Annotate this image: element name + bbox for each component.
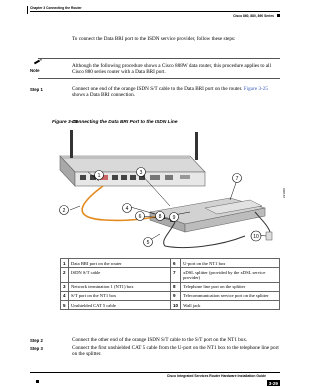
svg-text:8: 8 <box>158 213 162 220</box>
figure-number: Figure 3-25 <box>52 120 78 125</box>
legend-desc: Telephone line port on the splitter <box>181 282 280 291</box>
svg-text:10: 10 <box>253 233 259 240</box>
legend-num: 6 <box>171 259 181 268</box>
legend-desc: Telecommunication service port on the splitter <box>181 291 280 300</box>
figure-caption: Connecting the Data BRI Port to the ISDN Line <box>72 120 178 125</box>
bri-connection-diagram <box>0 128 300 250</box>
legend-desc: ISDN S/T cable <box>69 268 171 282</box>
callout-4 <box>123 204 132 213</box>
legend-num: 5 <box>61 301 69 310</box>
legend-desc: xDSL splitter (provided by the xDSL service provider) <box>181 268 280 282</box>
legend-num: 8 <box>171 282 181 291</box>
step1-text-before: Connect one end of the orange ISDN S/T cable to the Data BRI port on the router. <box>72 86 244 92</box>
legend-num: 9 <box>171 291 181 300</box>
header-mark <box>277 14 280 17</box>
callout-3 <box>137 168 146 177</box>
step3-text: Connect the first unshielded CAT 5 cable from the U-port on the NT1 box to the telephone line port on the splitter. <box>72 345 279 358</box>
footer-rule <box>30 372 280 373</box>
note-pencil-icon <box>33 59 43 67</box>
page-number: 3-29 <box>268 380 278 386</box>
svg-text:1: 1 <box>97 172 101 179</box>
step1-label: Step 1 <box>30 87 43 92</box>
svg-text:7: 7 <box>235 175 239 182</box>
step1-text-after: shows a Data BRI connection. <box>72 92 135 99</box>
guide-title: Cisco Integrated Services Router Hardware Installation Guide <box>166 374 266 378</box>
legend-desc: Network termination 1 (NT1) box <box>69 282 171 291</box>
callout-10 <box>251 231 261 241</box>
legend-num: 2 <box>61 268 69 282</box>
step2-label: Step 2 <box>30 338 43 343</box>
svg-text:3: 3 <box>139 169 143 176</box>
legend-num: 3 <box>61 282 69 291</box>
table-row <box>61 259 280 268</box>
callout-legend-table <box>60 258 280 310</box>
legend-num: 10 <box>171 301 181 310</box>
figure-id: 231960 <box>282 187 286 198</box>
callout-7 <box>233 174 242 183</box>
legend-desc: Data BRI port on the router <box>69 259 171 268</box>
wall-jack-illustration <box>266 232 272 240</box>
legend-num: 1 <box>61 259 69 268</box>
router-illustration <box>60 130 205 186</box>
callout-2 <box>60 206 69 215</box>
svg-text:4: 4 <box>125 205 129 212</box>
note-text: Although the following procedure shows a Cisco 888W data router, this procedure applies to all Cisco 880 series router with a Data BRI port. <box>72 63 271 76</box>
legend-desc: Unshielded CAT 5 cable <box>69 301 171 310</box>
svg-text:9: 9 <box>172 214 176 221</box>
callout-1 <box>95 171 104 180</box>
header-rule <box>30 11 280 12</box>
table-row <box>61 268 280 282</box>
chapter-side-mark <box>27 6 28 14</box>
page-header <box>30 6 280 24</box>
note-bottom-rule <box>38 78 280 79</box>
table-row <box>61 282 280 291</box>
intro-paragraph: To connect the Data BRI port to the ISDN service provider, follow these steps: <box>72 36 236 42</box>
callout-6 <box>136 212 145 221</box>
step1-text <box>72 86 282 98</box>
note-top-rule <box>38 58 280 59</box>
chapter-title: Chapter 3 Connecting the Router <box>30 6 82 10</box>
note-label: Note <box>30 68 40 73</box>
footer-mark <box>36 380 39 383</box>
legend-desc: Wall jack <box>181 301 280 310</box>
legend-num: 7 <box>171 268 181 282</box>
step3-label: Step 3 <box>30 346 43 351</box>
series-title: Cisco 860, 880, 890 Series <box>233 14 274 18</box>
callout-5 <box>144 238 153 247</box>
callout-9 <box>170 213 179 222</box>
legend-desc: S/T port on the NT1 box <box>69 291 171 300</box>
callout-8 <box>156 212 165 221</box>
table-row <box>61 301 280 310</box>
svg-text:2: 2 <box>62 207 66 214</box>
step2-text: Connect the other end of the orange ISDN S/T cable to the S/T port on the NT1 box. <box>72 337 248 343</box>
legend-desc: U-port on the NT1 box <box>181 259 280 268</box>
figure-3-25-link[interactable]: Figure 3-25 <box>243 86 268 92</box>
legend-num: 4 <box>61 291 69 300</box>
svg-text:5: 5 <box>146 239 150 246</box>
table-row <box>61 291 280 300</box>
page-footer <box>30 372 280 386</box>
svg-text:6: 6 <box>138 213 142 220</box>
